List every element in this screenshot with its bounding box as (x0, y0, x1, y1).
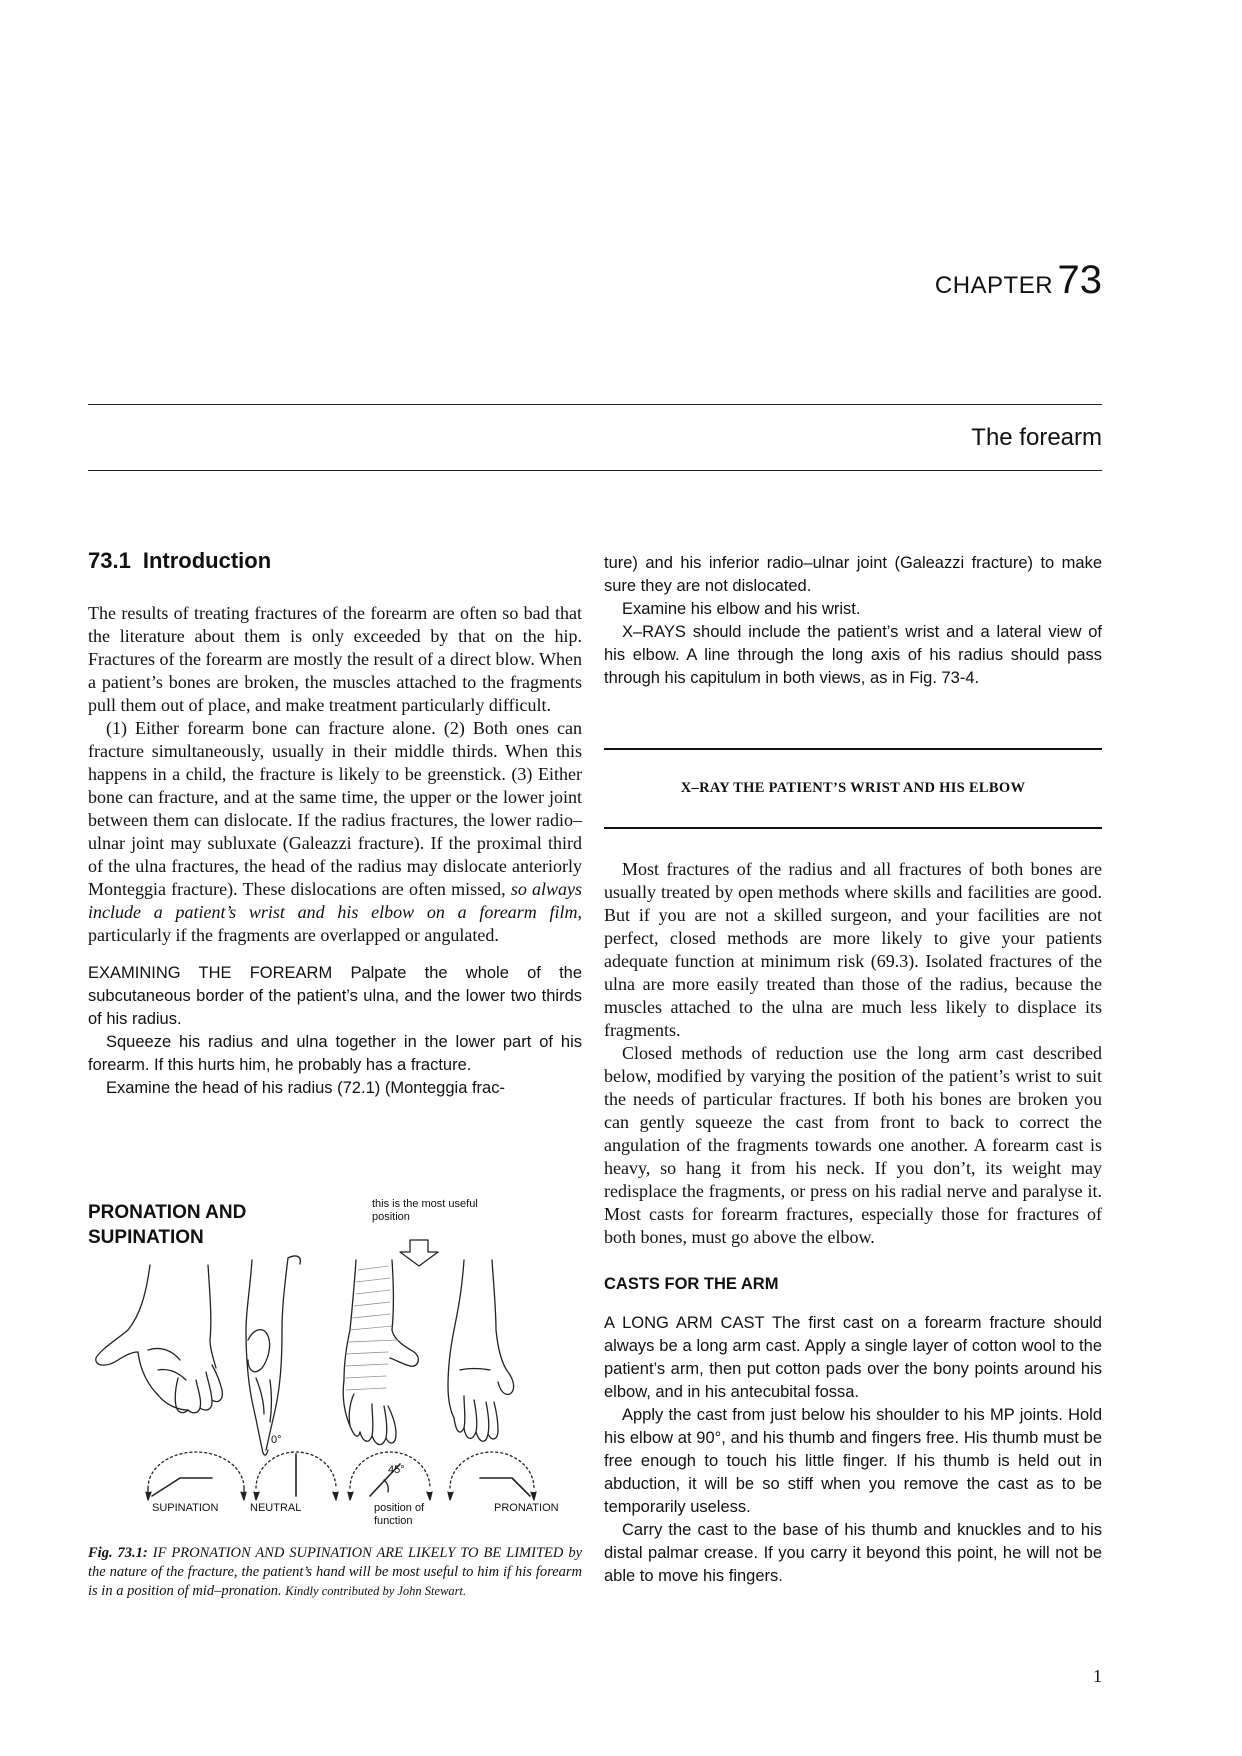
right-column-bottom (604, 858, 1102, 1588)
cast-heading: A LONG ARM CAST (604, 1314, 765, 1332)
chapter-heading (935, 258, 1102, 303)
cast-paragraph-1 (604, 1312, 1102, 1404)
callout-box (604, 748, 1102, 829)
examining-paragraph-3: Examine the head of his radius (72.1) (Monteggia frac- (106, 1079, 505, 1097)
intro-paragraph-2-emphasis: so always include a patient’s wrist and his elbow on a forearm film, (88, 879, 582, 922)
right-paragraph-5: Closed methods of reduction use the long arm cast described below, modified by varying the position of the patient’s wrist to suit the needs of particular fractures. If both his bones are broken you can gently squeeze the cast from front to back to correct the angulation of the fragments towards one another. A forearm cast is heavy, so hang it from his neck. If you don’t, its weight may redisplace the fragments, or press on his radial nerve and paralyse it. Most casts for forearm fractures, especially those for fractures of both bones, must go above the elbow. (604, 1043, 1102, 1247)
examining-text-1: Palpate the whole of the subcutaneous border of the patient’s ulna, and the lower two thirds of his radius. (88, 964, 583, 1028)
figure-caption-credit: Kindly contributed by John Stewart. (285, 1584, 467, 1598)
cast-paragraph-3: Carry the cast to the base of his thumb and knuckles and to his distal palmar crease. If you carry it beyond this point, he will not be able to move his fingers. (604, 1521, 1102, 1585)
examining-paragraph-2: Squeeze his radius and ulna together in the lower part of his forearm. If this hurts him, he probably has a fracture. (88, 1033, 582, 1074)
chapter-title: The forearm (971, 424, 1102, 451)
casts-heading: CASTS FOR THE ARM (604, 1275, 779, 1293)
cast-paragraph-2: Apply the cast from just below his shoulder to his MP joints. Hold his elbow at 90°, and his thumb and fingers free. His thumb must be free enough to touch his little finger. If his thumb is held out in abduction, it will be so stiff when you remove the cast as to be temporarily useless. (604, 1406, 1102, 1516)
supination-dial (148, 1452, 244, 1488)
pronation-dial (450, 1452, 534, 1488)
intro-paragraph-1: The results of treating fractures of the forearm are often so bad that the literature about them is only exceeded by that on the hip. Fractures of the forearm are mostly the result of a direct blow. When a patient’s bones are broken, the muscles attached to the fragments pull them out of place, and make treatment particularly difficult. (88, 603, 582, 715)
pronation-line (480, 1478, 530, 1496)
figure-pronation-supination (88, 1198, 588, 1527)
section-number: 73.1 (88, 548, 131, 573)
intro-paragraph-2 (88, 717, 582, 947)
right-column-top (604, 552, 1102, 690)
right-paragraph-3: X–RAYS should include the patient’s wrist and a lateral view of his elbow. A line through the long axis of his radius should pass through his capitulum in both views, as in Fig. 73-4. (604, 623, 1102, 687)
supination-hand-icon (96, 1265, 223, 1413)
header-rule-top (88, 404, 1102, 405)
forty-five-degree-label: 45° (388, 1464, 405, 1476)
header-rule-bottom (88, 470, 1102, 471)
left-column (88, 548, 582, 1100)
examining-paragraph-1 (88, 962, 582, 1031)
supination-label: SUPINATION (152, 1502, 219, 1514)
chapter-number: 73 (1057, 258, 1102, 302)
page-number: 1 (1093, 1666, 1102, 1686)
callout-rule-bottom (604, 827, 1102, 829)
figure-caption (88, 1544, 582, 1601)
right-paragraph-2: Examine his elbow and his wrist. (622, 600, 861, 618)
neutral-hand-icon (246, 1256, 300, 1455)
pronation-label: PRONATION (494, 1502, 559, 1514)
zero-degree-label: 0° (271, 1434, 282, 1446)
figure-caption-text: IF PRONATION AND SUPINATION ARE LIKELY TO BE LIMITED by the nature of the fracture, the patient’s hand will be most useful to him if his forearm is in a position of mid–pronation. (88, 1545, 583, 1599)
right-paragraph-1: ture) and his inferior radio–ulnar joint (Galeazzi fracture) to make sure they are not dislocated. (604, 554, 1102, 595)
supination-line (152, 1478, 212, 1496)
neutral-label: NEUTRAL (250, 1502, 302, 1514)
examining-heading: EXAMINING THE FOREARM (88, 964, 333, 982)
figure-caption-ref: Fig. 73.1: (88, 1545, 148, 1561)
down-arrow-icon (400, 1240, 438, 1266)
intro-paragraph-2-text: (1) Either forearm bone can fracture alone. (2) Both ones can fracture simultaneously, usually in their middle thirds. When this happens in a child, the fracture is likely to be greenstick. (3) Either bone can fracture, and at the same time, the upper or the lower joint between them can dislocate. If the radius fractures, the lower radio–ulnar joint may subluxate (Galeazzi fracture). If the proximal third of the ulna fractures, the head of the radius may dislocate anteriorly Monteggia fracture). These dislocations are often missed, (88, 718, 582, 899)
right-paragraph-4: Most fractures of the radius and all fractures of both bones are usually treated by open methods where skills and facilities are good. But if you are not a skilled surgeon, and your facilities are not perfect, closed methods are more likely to give your patients adequate function at minimum risk (69.3). Isolated fractures of the ulna are more easily treated than those of the radius, because the muscles attached to the ulna are much less likely to displace its fragments. (604, 859, 1102, 1040)
figure-title: PRONATION AND SUPINATION (88, 1202, 247, 1248)
section-title: Introduction (142, 548, 272, 573)
chapter-word: CHAPTER (934, 272, 1054, 299)
cast-text-1: The first cast on a forearm fracture should always be a long arm cast. Apply a single layer of cotton wool to the patient’s arm, then put cotton pads over the bony points around his elbow, and in his antecubital fossa. (604, 1314, 1102, 1401)
pronation-hand-icon (448, 1260, 514, 1441)
callout-title: X–RAY THE PATIENT’S WRIST AND HIS ELBOW (680, 780, 1026, 796)
section-heading (88, 548, 582, 574)
function-label: position of function (374, 1502, 425, 1527)
angle-arc (384, 1480, 388, 1492)
intro-paragraph-2-end: particularly if the fragments are overlapped or angulated. (88, 925, 499, 945)
hand-illustration (88, 1200, 588, 1510)
figure-note: this is the most useful position (372, 1198, 478, 1223)
